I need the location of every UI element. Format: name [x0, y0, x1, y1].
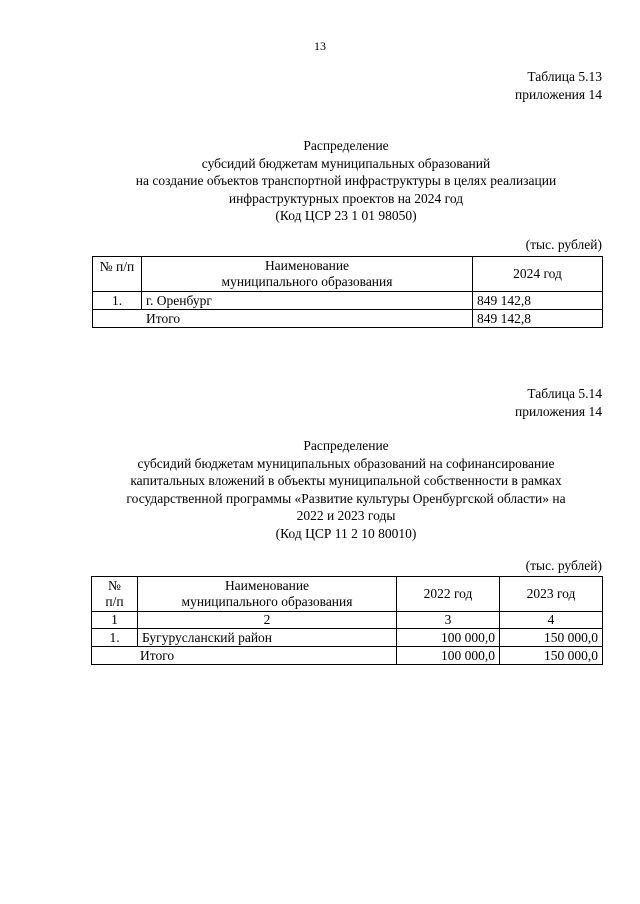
row-name: г. Оренбург [142, 292, 473, 310]
total-value-2024: 849 142,8 [473, 310, 603, 328]
title-line: 2022 и 2023 годы [296, 508, 396, 523]
title-line: Распределение [303, 138, 389, 153]
header-name-line: Наименование [264, 258, 350, 273]
title-line: Распределение [303, 438, 389, 453]
table-2-title [90, 437, 602, 542]
total-value-2022: 100 000,0 [397, 647, 500, 665]
header-num: № п/п [93, 257, 142, 292]
table-2 [91, 576, 603, 665]
page-number: 13 [314, 39, 326, 53]
header-name-line: Наименование [224, 578, 310, 593]
title-line: инфраструктурных проектов на 2024 год [228, 190, 464, 206]
table-2-ref-appendix: приложения 14 [514, 404, 602, 419]
table-2-header-row [92, 577, 603, 612]
header-num-line: п/п [105, 594, 124, 609]
row-value-2022: 100 000,0 [397, 629, 500, 647]
header-year-2022: 2022 год [397, 577, 500, 612]
title-line: субсидий бюджетам муниципальных образований на софинансирование [137, 455, 555, 471]
table-1-ref-appendix: приложения 14 [514, 87, 602, 102]
table-1-units: (тыс. рублей) [525, 237, 602, 252]
table-2-units: (тыс. рублей) [525, 558, 602, 573]
table-2-reference [515, 385, 602, 421]
row-num: 1. [93, 292, 142, 310]
column-number: 3 [397, 612, 500, 629]
table-1-title [90, 137, 602, 225]
header-name [142, 257, 473, 292]
row-num: 1. [92, 629, 138, 647]
title-line: (Код ЦСР 11 2 10 80010) [275, 525, 417, 541]
title-line: на создание объектов транспортной инфраструктуры в целях реализации [135, 173, 557, 188]
row-value-2024: 849 142,8 [473, 292, 603, 310]
total-value-2023: 150 000,0 [500, 647, 603, 665]
title-line: государственной программы «Развитие культуры Оренбургской области» на [126, 490, 566, 506]
table-1 [92, 256, 603, 328]
table-row [92, 629, 603, 647]
table-2-ref-line: Таблица 5.14 [527, 386, 602, 401]
total-label: Итого [92, 647, 397, 665]
header-name-line: муниципального образования [221, 274, 393, 289]
row-value-2023: 150 000,0 [500, 629, 603, 647]
table-total-row [92, 647, 603, 665]
header-num-line: № [108, 578, 121, 593]
table-1-header-row [93, 257, 603, 292]
title-line: субсидий бюджетам муниципальных образований [201, 155, 491, 171]
row-name: Бугурусланский район [138, 629, 397, 647]
header-num [92, 577, 138, 612]
header-name [138, 577, 397, 612]
column-number-row [92, 612, 603, 629]
table-row [93, 292, 603, 310]
table-total-row [93, 310, 603, 328]
column-number: 2 [138, 612, 397, 629]
header-name-line: муниципального образования [181, 594, 353, 609]
table-1-reference [515, 68, 602, 104]
total-label: Итого [93, 310, 473, 328]
column-number: 4 [500, 612, 603, 629]
title-line: капитальных вложений в объекты муниципальной собственности в рамках [130, 473, 562, 488]
header-year-2023: 2023 год [500, 577, 603, 612]
header-year-2024: 2024 год [473, 257, 603, 292]
column-number: 1 [92, 612, 138, 629]
title-line: (Код ЦСР 23 1 01 98050) [275, 208, 417, 223]
table-1-ref-line: Таблица 5.13 [527, 69, 602, 84]
